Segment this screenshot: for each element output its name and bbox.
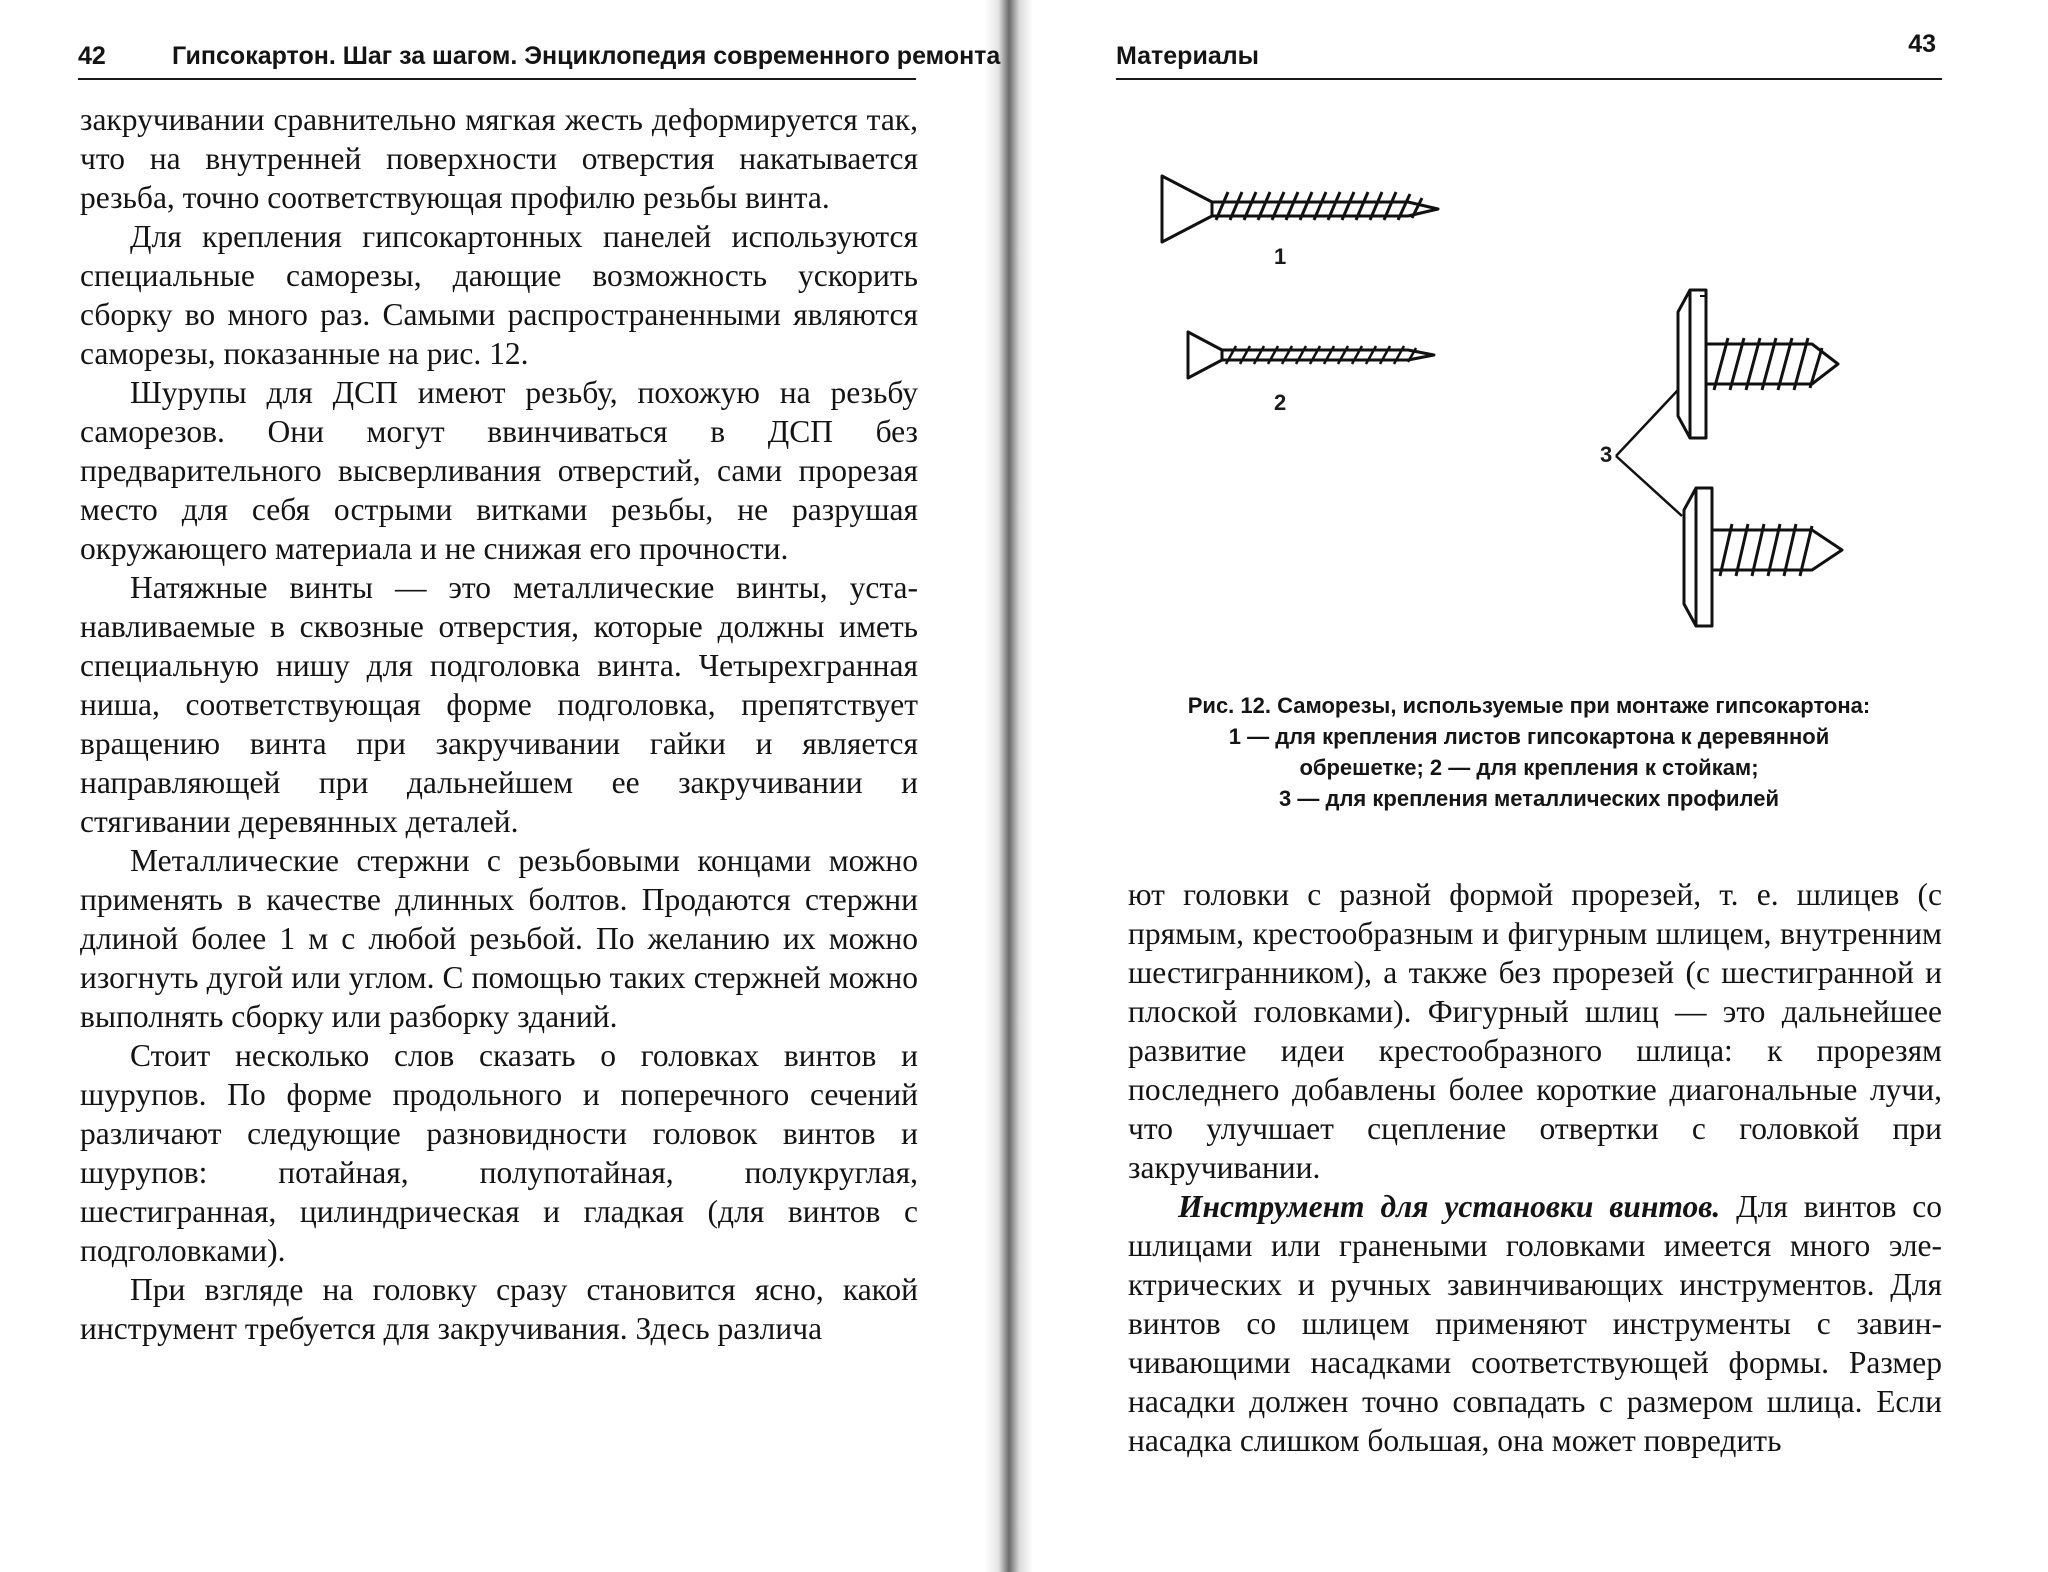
left-running-head (78, 36, 1001, 80)
paragraph: Натяжные винты — это металлические винты, устанавливаемые в сквозные отверстия, которые должны иметь специальную нишу для подголовка винта. Четырехгранная ниша, соответствующая форме подголовка, препятствует вращению винта при закручивании гайки и является направляющей при дальнейшем ее закручивании и стягивании деревянных деталей. (80, 570, 918, 839)
left-body-text (80, 100, 918, 1348)
paragraph: Стоит несколько слов сказать о головках винтов и шурупов. По форме продольного и поперечного сечений различают следующие разновидности головок винтов и шурупов: потайная, полупотайная, полукруглая, шестигранная, цилиндрическая и гладкая (для винтов с подголовками). (80, 1038, 918, 1268)
left-page-number: 42 (78, 42, 106, 70)
caption-line: 1 — для крепления листов гипсокартона к деревянной (1228, 724, 1830, 749)
screw-3b-drawing (1684, 488, 1842, 626)
figure-label-3: 3 (1600, 442, 1613, 467)
paragraph: Металлические стержни с резьбовыми концами можно применять в качестве длинных болтов. Продаются стержни длиной более 1 м с любой резьбой. По желанию их можно изогнуть дугой или углом. С помощью таких стержней можно выполнять сборку или разборку зданий. (80, 843, 918, 1034)
screw-1-drawing (1162, 176, 1438, 242)
book-title: Гипсокартон. Шаг за шагом. Энциклопедия современного ремонта (172, 42, 1001, 70)
paragraph: Шурупы для ДСП имеют резьбу, похожую на резьбу саморезов. Они могут ввинчиваться в ДСП без предварительного высверливания отверстий, сами прорезая место для себя острыми витками резьбы, не разрушая окружающего материала и не снижая его прочности. (80, 375, 918, 566)
caption-line: Рис. 12. Саморезы, используемые при монтаже гипсокартона: (1187, 693, 1871, 718)
left-page (0, 0, 1000, 1572)
screws-illustration (1116, 90, 1942, 650)
figure-label-1: 1 (1274, 244, 1287, 269)
figure-caption (1116, 690, 1942, 814)
caption-line: 3 — для крепления металлических профилей (1279, 786, 1779, 811)
figure-label-2: 2 (1274, 390, 1287, 415)
paragraph: закручивании сравнительно мягкая жесть деформируется так, что на внутренней поверхности отверстия накатывается резьба, точно соответствующая профилю резьбы винта. (80, 102, 918, 215)
label-3-leader (1616, 390, 1682, 516)
section-title: Материалы (1116, 42, 1259, 70)
right-page (1000, 0, 2048, 1572)
caption-line: обрешетке; 2 — для крепления к стойкам; (1299, 755, 1759, 780)
screws-figure (1116, 90, 1942, 790)
tool-paragraph-lead: Инструмент для установки винтов. (1178, 1189, 1721, 1224)
paragraph: При взгляде на головку сразу становится ясно, какой инструмент требуется для закручивания. Здесь различа (80, 1272, 918, 1346)
right-page-number: 43 (1908, 30, 1936, 58)
screw-2-drawing (1188, 332, 1434, 378)
right-body-text (1128, 875, 1942, 1460)
screw-3a-drawing (1678, 290, 1838, 438)
paragraph: ют головки с разной формой прорезей, т. е. шлицев (с прямым, крестообразным и фигурным шлицем, внутренним шестигранником), а также без прорезей (с шестигранной и плоской головками). Фигурный шлиц — это дальнейшее развитие идеи крестообразного шлица: к прорезям последнего добавлены более короткие диагональные лучи, что улучшает сцепление отвертки с головкой при закручивании. (1128, 877, 1942, 1185)
tool-paragraph (1128, 1187, 1942, 1460)
right-running-head (1116, 30, 1942, 80)
paragraph: Для крепления гипсокартонных панелей используются специальные саморезы, дающие возможность ускорить сборку во много раз. Самыми распространенными являются саморезы, показанные на рис. 12. (80, 219, 918, 371)
tool-paragraph-text: Для винтов со шлицами или гранеными головками имеется много электрических и ручных завинчивающих инструментов. Для винтов со шлицем применяют инструменты с завинчивающими насадками соответствующей формы. Размер насадки должен точно совпадать с размером шлица. Если насадка слишком большая, она может повредить (1128, 1189, 1942, 1458)
